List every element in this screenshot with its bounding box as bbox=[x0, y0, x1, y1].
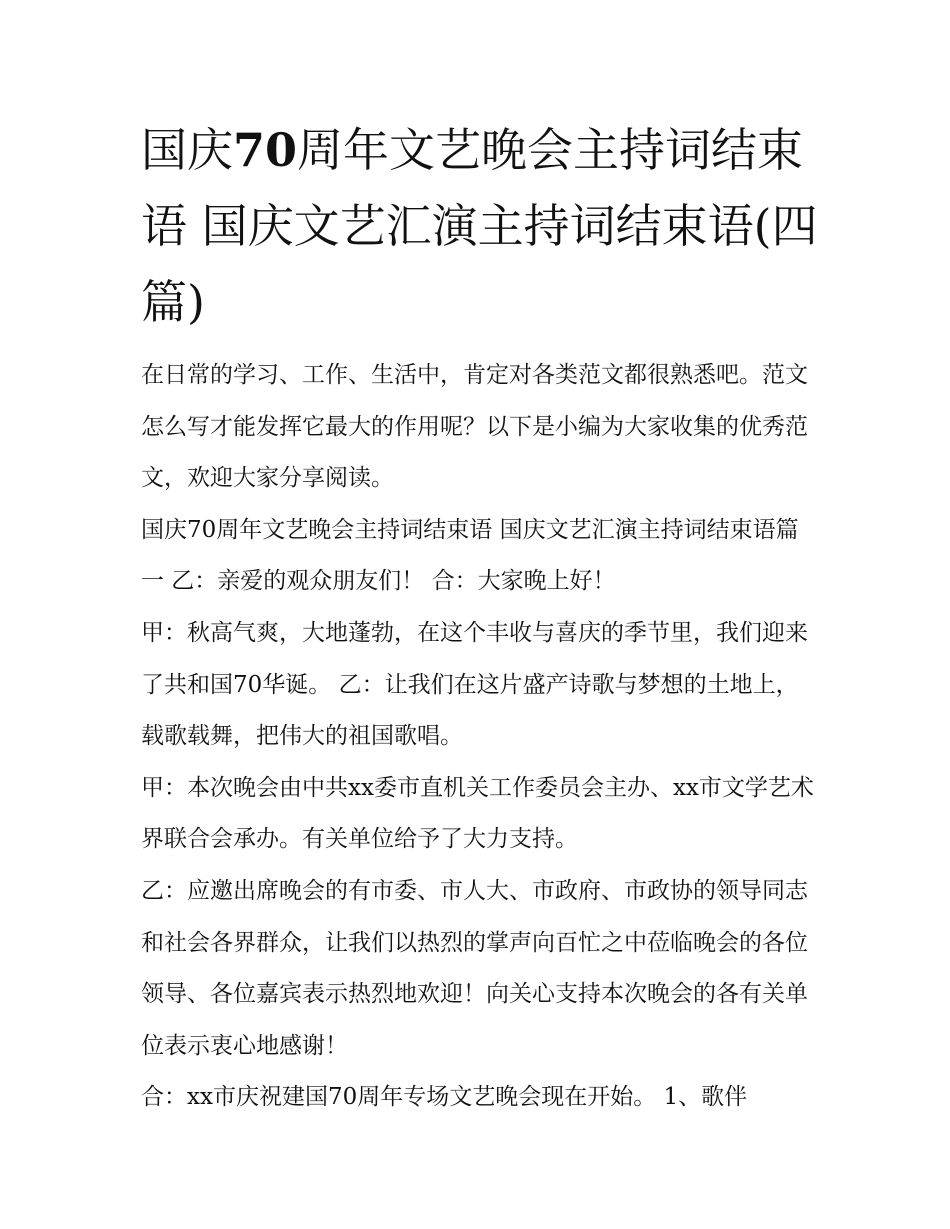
paragraph-yi: 乙：应邀出席晚会的有市委、市人大、市政府、市政协的领导同志和社会各界群众，让我们以热烈的掌声向百忙之中莅临晚会的各位领导、各位嘉宾表示热烈地欢迎！向关心支持本次晚会的各有关单位表示衷心地感谢！ bbox=[141, 877, 808, 1059]
intro-paragraph: 在日常的学习、工作、生活中，肯定对各类范文都很熟悉吧。范文怎么写才能发挥它最大的作用呢？以下是小编为大家收集的优秀范文，欢迎大家分享阅读。 bbox=[141, 362, 808, 492]
paragraph-jia-2: 甲：本次晚会由中共xx委市直机关工作委员会主办、xx市文学艺术界联合会承办。有关单位给予了大力支持。 bbox=[141, 774, 814, 853]
document-title: 国庆70周年文艺晚会主持词结束语 国庆文艺汇演主持词结束语(四篇) bbox=[141, 123, 818, 329]
paragraph-heading-line: 国庆70周年文艺晚会主持词结束语 国庆文艺汇演主持词结束语篇一 乙：亲爱的观众朋友们！ 合：大家晚上好！ bbox=[141, 516, 799, 595]
paragraph-jia-1: 甲：秋高气爽，大地蓬勃，在这个丰收与喜庆的季节里，我们迎来了共和国70华诞。 乙：让我们在这片盛产诗歌与梦想的土地上，载歌载舞，把伟大的祖国歌唱。 bbox=[141, 619, 808, 750]
document-content bbox=[141, 112, 821, 1124]
paragraph-he: 合：xx市庆祝建国70周年专场文艺晚会现在开始。 1、歌伴 bbox=[141, 1084, 748, 1111]
document-body bbox=[141, 350, 821, 1124]
